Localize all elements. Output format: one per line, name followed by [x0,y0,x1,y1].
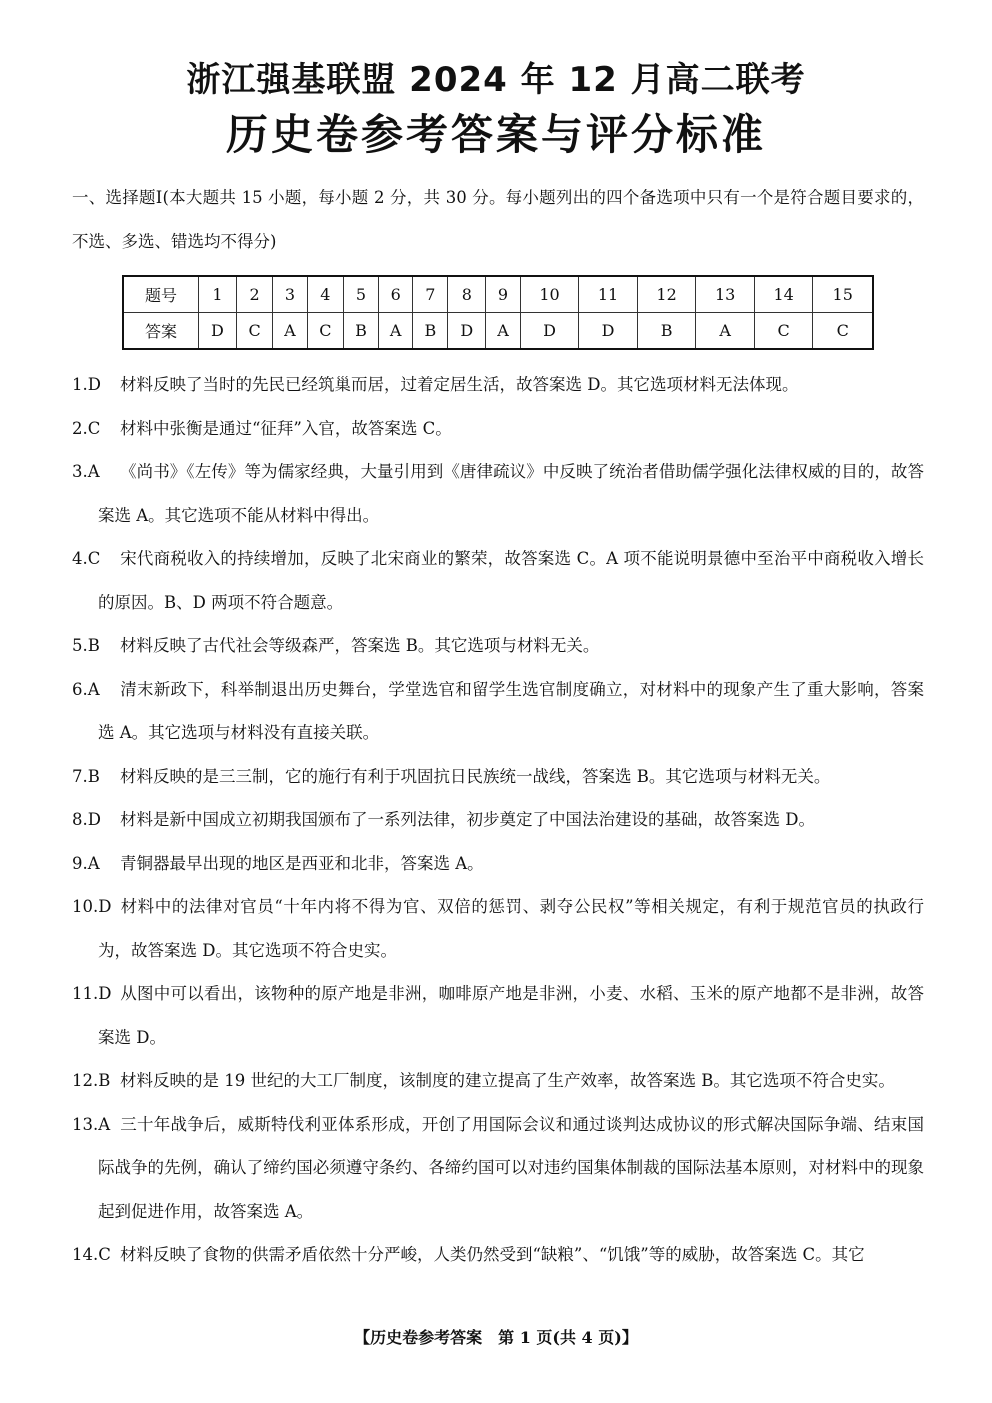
page-footer: 【历史卷参考答案 第 1 页(共 4 页)】 [354,1328,638,1347]
section-intro: 一、选择题Ⅰ(本大题共 15 小题，每小题 2 分，共 30 分。每小题列出的四个备选项中只有一个是符合题目要求的，不选、多选、错选均不得分) [72,188,924,251]
question-number-cell: 12 [637,276,696,313]
explanation-list [72,363,924,1277]
question-number-cell: 2 [236,276,272,313]
explanation-text: 材料中张衡是通过“征拜”入官，故答案选 C。 [120,418,452,438]
explanation-text: 《尚书》《左传》等为儒家经典，大量引用到《唐律疏议》中反映了统治者借助儒学强化法律权威的目的，故答案选 A。其它选项不能从材料中得出。 [98,462,924,525]
explanation-number: 12.B [72,1071,111,1090]
document-title: 历史卷参考答案与评分标准 [225,110,766,159]
question-number-cell: 3 [273,276,307,313]
explanation-item [72,450,924,537]
explanation-number: 9.A [72,853,100,873]
explanation-item [72,668,924,755]
question-number-row [123,276,873,313]
explanation-number: 8.D [72,810,101,829]
question-number-cell: 15 [813,276,873,313]
question-number-cell: 11 [579,276,638,313]
explanation-number: 13.A [72,1114,111,1134]
question-number-cell: 4 [307,276,343,313]
explanation-item [72,407,924,451]
answer-cell: C [307,313,343,350]
explanation-number: 4.C [72,549,101,568]
question-number-cell: 5 [343,276,378,313]
question-number-cell: 14 [754,276,813,313]
explanation-text: 三十年战争后，威斯特伐利亚体系形成，开创了用国际会议和通过谈判达成协议的形式解决国际争端、结束国际战争的先例，确认了缔约国必须遵守条约、各缔约国可以对违约国集体制裁的国际法基本原则，对材料中的现象起到促进作用，故答案选 A。 [98,1114,924,1221]
explanation-text: 材料反映了古代社会等级森严，答案选 B。其它选项与材料无关。 [120,636,600,655]
explanation-item [72,885,924,972]
explanation-item [72,1103,924,1234]
answer-cell: C [236,313,272,350]
answer-cell: D [199,313,237,350]
explanation-number: 14.C [72,1245,111,1264]
explanation-item [72,537,924,624]
question-number-cell: 8 [448,276,486,313]
answer-cell: B [637,313,696,350]
question-number-cell: 9 [486,276,520,313]
explanation-number: 11.D [72,984,112,1003]
explanation-item [72,363,924,407]
answer-cell: C [813,313,873,350]
explanation-item [72,972,924,1059]
row-header-answer: 答案 [123,313,199,350]
explanation-text: 材料中的法律对官员“十年内将不得为官、双倍的惩罚、剥夺公民权”等相关规定，有利于规范官员的执政行为，故答案选 D。其它选项不符合史实。 [98,897,924,960]
question-number-cell: 1 [199,276,237,313]
explanation-text: 材料反映的是三三制，它的施行有利于巩固抗日民族统一战线，答案选 B。其它选项与材料无关。 [120,766,831,786]
explanation-item [72,755,924,799]
answer-cell: B [413,313,448,350]
explanation-item [72,1233,924,1277]
answer-cell: D [448,313,486,350]
explanation-number: 10.D [72,897,112,916]
explanation-number: 2.C [72,418,101,438]
answer-cell: C [754,313,813,350]
explanation-number: 7.B [72,766,100,786]
explanation-text: 材料反映了当时的先民已经筑巢而居，过着定居生活，故答案选 D。其它选项材料无法体现。 [120,375,799,394]
explanation-text: 青铜器最早出现的地区是西亚和北非，答案选 A。 [120,853,484,873]
explanation-text: 材料反映了食物的供需矛盾依然十分严峻，人类仍然受到“缺粮”、“饥饿”等的威胁，故答案选 C。其它 [120,1245,865,1264]
explanation-text: 清末新政下，科举制退出历史舞台，学堂选官和留学生选官制度确立，对材料中的现象产生了重大影响，答案选 A。其它选项与材料没有直接关联。 [98,679,924,742]
answer-cell: B [343,313,378,350]
explanation-text: 宋代商税收入的持续增加，反映了北宋商业的繁荣，故答案选 C。A 项不能说明景德中至治平中商税收入增长的原因。B、D 两项不符合题意。 [98,549,924,612]
explanation-item [72,624,924,668]
exam-title: 浙江强基联盟 2024 年 12 月高二联考 [186,60,806,100]
explanation-number: 6.A [72,679,100,699]
explanation-number: 1.D [72,375,101,394]
explanation-item [72,842,924,886]
question-number-cell: 13 [696,276,755,313]
explanation-text: 从图中可以看出，该物种的原产地是非洲，咖啡原产地是非洲，小麦、水稻、玉米的原产地都不是非洲，故答案选 D。 [98,984,924,1047]
row-header-question-number: 题号 [123,276,199,313]
answer-cell: A [696,313,755,350]
question-number-cell: 7 [413,276,448,313]
answer-table [122,275,874,350]
question-number-cell: 6 [378,276,412,313]
answer-cell: A [273,313,307,350]
explanation-number: 3.A [72,462,100,481]
explanation-number: 5.B [72,636,100,655]
answer-cell: A [378,313,412,350]
answer-row [123,313,873,350]
explanation-item [72,798,924,842]
explanation-text: 材料反映的是 19 世纪的大工厂制度，该制度的建立提高了生产效率，故答案选 B。其它选项不符合史实。 [120,1071,895,1090]
answer-cell: D [520,313,579,350]
explanation-item [72,1059,924,1103]
answer-cell: A [486,313,520,350]
explanation-text: 材料是新中国成立初期我国颁布了一系列法律，初步奠定了中国法治建设的基础，故答案选 D。 [120,810,815,829]
answer-cell: D [579,313,638,350]
question-number-cell: 10 [520,276,579,313]
